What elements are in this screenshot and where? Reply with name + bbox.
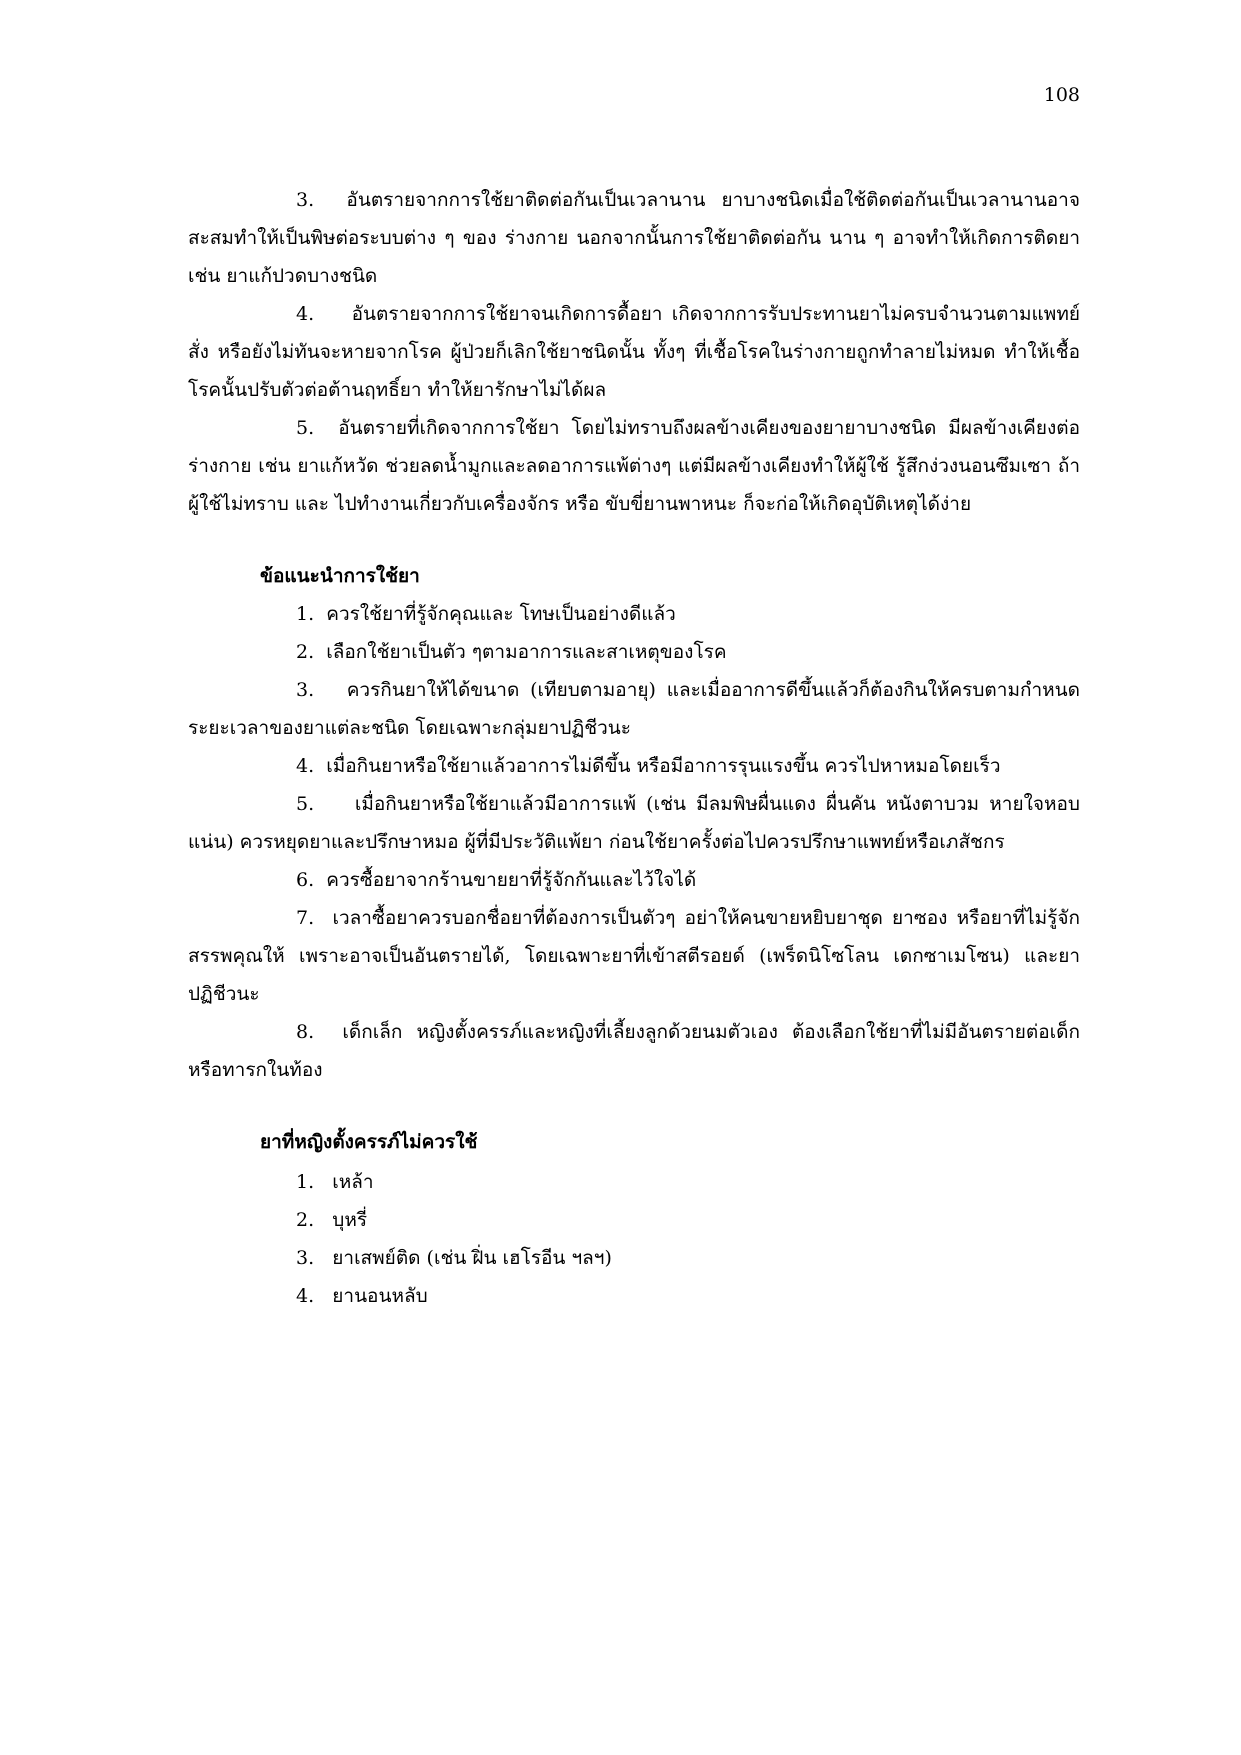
advice-text-6: ควรซื้อยาจากร้านขายยาที่รู้จักกันและไว้ใจได้ [326,869,697,891]
advice-item-2 [188,633,1080,671]
advice-number-8: 8. [296,1021,315,1043]
advice-heading: ข้อแนะนำการใช้ยา [260,565,420,587]
advice-number-2: 2. [296,641,315,663]
danger-number-5: 5. [296,417,315,439]
pregnancy-text-2: บุหรี่ [332,1209,368,1231]
advice-text-7: เวลาซื้อยาควรบอกชื่อยาที่ต้องการเป็นตัวๆ อย่าให้คนขายหยิบยาชุด ยาซอง หรือยาที่ไม่รู้จักสรรพคุณให้ เพราะอาจเป็นอันตรายได้, โดยเฉพาะยาที่เข้าสตีรอยด์ (เพร็ดนิโซโลน เดกซาเมโซน) และยาปฏิชีวนะ [188,907,1080,1005]
pregnancy-number-1: 1. [296,1171,315,1193]
pregnancy-number-2: 2. [296,1209,315,1231]
advice-text-1: ควรใช้ยาที่รู้จักคุณและ โทษเป็นอย่างดีแล้ว [326,603,676,625]
pregnancy-text-4: ยานอนหลับ [332,1285,428,1307]
advice-text-2: เลือกใช้ยาเป็นตัว ๆตามอาการและสาเหตุของโรค [326,641,727,663]
advice-item-4 [188,747,1080,785]
danger-text-4: อันตรายจากการใช้ยาจนเกิดการดื้อยา เกิดจากการรับประทานยาไม่ครบจำนวนตามแพทย์สั่ง หรือยังไม่ทันจะหายจากโรค ผู้ป่วยก็เลิกใช้ยาชนิดนั้น ทั้งๆ ที่เชื้อโรคในร่างกายถูกทำลายไม่หมด ทำให้เชื้อโรคนั้นปรับตัวต่อต้านฤทธิ์ยา ทำให้ยารักษาไม่ได้ผล [188,303,1080,401]
danger-text-3: อันตรายจากการใช้ยาติดต่อกันเป็นเวลานาน ยาบางชนิดเมื่อใช้ติดต่อกันเป็นเวลานานอาจสะสมทำให้เป็นพิษต่อระบบต่าง ๆ ของ ร่างกาย นอกจากนั้นการใช้ยาติดต่อกัน นาน ๆ อาจทำให้เกิดการติดยา เช่น ยาแก้ปวดบางชนิด [188,189,1080,287]
danger-paragraph-5 [188,409,1080,523]
advice-text-3: ควรกินยาให้ได้ขนาด (เทียบตามอายุ) และเมื่ออาการดีขึ้นแล้วก็ต้องกินให้ครบตามกำหนดระยะเวลาของยาแต่ละชนิด โดยเฉพาะกลุ่มยาปฏิชีวนะ [188,679,1080,739]
danger-number-4: 4. [296,303,315,325]
advice-number-7: 7. [296,907,315,929]
advice-item-3 [188,671,1080,747]
advice-item-1 [188,595,1080,633]
advice-text-5: เมื่อกินยาหรือใช้ยาแล้วมีอาการแพ้ (เช่น มีลมพิษผื่นแดง ผื่นคัน หนังตาบวม หายใจหอบแน่น) ควรหยุดยาและปรึกษาหมอ ผู้ที่มีประวัติแพ้ยา ก่อนใช้ยาครั้งต่อไปควรปรึกษาแพทย์หรือเภสัชกร [188,793,1080,853]
advice-number-5: 5. [296,793,315,815]
danger-paragraph-3 [188,181,1080,295]
advice-item-8 [188,1013,1080,1089]
document-body [188,181,1080,1315]
advice-number-1: 1. [296,603,315,625]
danger-paragraph-4 [188,295,1080,409]
danger-text-5: อันตรายที่เกิดจากการใช้ยา โดยไม่ทราบถึงผลข้างเคียงของยายาบางชนิด มีผลข้างเคียงต่อร่างกาย เช่น ยาแก้หวัด ช่วยลดน้ำมูกและลดอาการแพ้ต่างๆ แต่มีผลข้างเคียงทำให้ผู้ใช้ รู้สึกง่วงนอนซึมเซา ถ้าผู้ใช้ไม่ทราบ และ ไปทำงานเกี่ยวกับเครื่องจักร หรือ ขับขี่ยานพาหนะ ก็จะก่อให้เกิดอุบัติเหตุได้ง่าย [188,417,1080,515]
pregnancy-number-4: 4. [296,1285,315,1307]
pregnancy-text-3: ยาเสพย์ติด (เช่น ฝิ่น เฮโรอีน ฯลฯ) [332,1247,612,1269]
advice-text-4: เมื่อกินยาหรือใช้ยาแล้วอาการไม่ดีขึ้น หรือมีอาการรุนแรงขึ้น ควรไปหาหมอโดยเร็ว [326,755,1001,777]
advice-text-8: เด็กเล็ก หญิงตั้งครรภ์และหญิงที่เลี้ยงลูกด้วยนมตัวเอง ต้องเลือกใช้ยาที่ไม่มีอันตรายต่อเด็กหรือทารกในท้อง [188,1021,1080,1081]
pregnancy-item-2 [188,1201,1080,1239]
pregnancy-heading: ยาที่หญิงตั้งครรภ์ไม่ควรใช้ [260,1131,478,1153]
advice-item-6 [188,861,1080,899]
pregnancy-item-1 [188,1163,1080,1201]
advice-number-3: 3. [296,679,315,701]
danger-number-3: 3. [296,189,315,211]
pregnancy-item-4 [188,1277,1080,1315]
pregnancy-text-1: เหล้า [332,1171,374,1193]
pregnancy-number-3: 3. [296,1247,315,1269]
advice-item-7 [188,899,1080,1013]
advice-number-6: 6. [296,869,315,891]
pregnancy-item-3 [188,1239,1080,1277]
advice-number-4: 4. [296,755,315,777]
advice-item-5 [188,785,1080,861]
page-number: 108 [1043,84,1080,106]
